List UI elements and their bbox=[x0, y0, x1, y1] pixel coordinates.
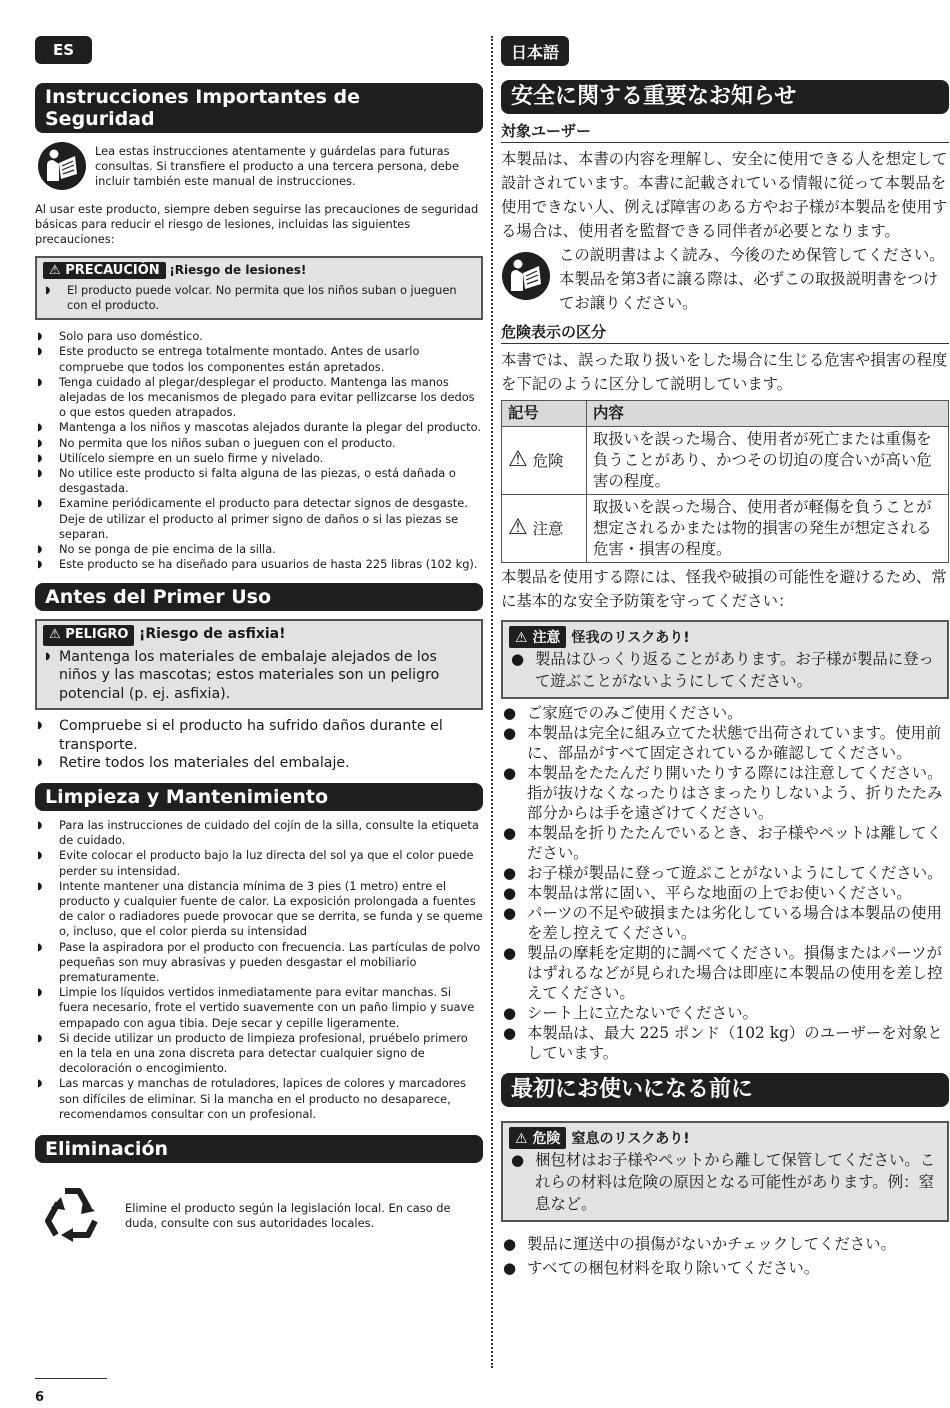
spanish-column bbox=[35, 36, 483, 1251]
danger-title-es: ¡Riesgo de asfixia! bbox=[138, 626, 286, 643]
intro-text-es: Al usar este producto, siempre deben seguirse las precauciones de seguridad básicas para reducir el riesgo de lesiones, incluidas las siguientes precauciones: bbox=[35, 202, 479, 247]
list-item: ● 本製品は完全に組み立てた状態で出荷されています。使用前に、部品がすべて固定されているか確認してください。 bbox=[501, 723, 949, 763]
list-item: ● 製品の摩耗を定期的に調べてください。損傷またはパーツがはずれるなどが見られた場合は即座に本製品の使用を差し控えてください。 bbox=[501, 943, 949, 1003]
danger-box-es bbox=[35, 619, 483, 710]
warning-triangle-icon: ⚠ bbox=[508, 447, 528, 472]
table-row bbox=[502, 495, 949, 563]
target-users-heading: 対象ユーザー bbox=[501, 120, 949, 143]
list-item: ◗ Utilícelo siempre en un suelo firme y nivelado. bbox=[35, 451, 483, 466]
list-item: ● 本製品は常に固い、平らな地面の上でお使いください。 bbox=[501, 883, 949, 903]
caution-signal-jp: ⚠ 注意 bbox=[509, 626, 566, 648]
danger-item-jp: ● 梱包材はお子様やペットから離して保管してください。これらの材料は危険の原因となる可能性があります。例：窒息など。 bbox=[509, 1149, 941, 1215]
read-manual-text-es: Lea estas instrucciones atentamente y guárdelas para futuras consultas. Si transfiere el producto a una tercera persona, debe incluir también este manual de instrucciones. bbox=[95, 144, 459, 189]
warning-triangle-icon: ⚠ bbox=[515, 1131, 528, 1147]
caution-box-jp bbox=[501, 620, 949, 699]
read-manual-block-es bbox=[35, 141, 483, 191]
list-item: ● お子様が製品に登って遊ぶことがないようにしてください。 bbox=[501, 863, 949, 883]
list-item: ◗ Retire todos los materiales del embalaje. bbox=[35, 754, 483, 773]
warning-triangle-icon: ⚠ bbox=[508, 515, 528, 540]
list-item: ● ご家庭でのみご使用ください。 bbox=[501, 703, 949, 723]
list-item: ◗ No permita que los niños suban o jueguen con el producto. bbox=[35, 436, 483, 451]
list-item: ◗ Evite colocar el producto bajo la luz directa del sol ya que el color puede perder su intensidad. bbox=[35, 848, 483, 878]
list-item: ◗ Examine periódicamente el producto para detectar signos de desgaste. Deje de utilizar el producto al primer signo de daños o si las piezas se separan. bbox=[35, 496, 483, 542]
list-item: ◗ Este producto se ha diseñado para usuarios de hasta 225 libras (102 kg). bbox=[35, 557, 483, 572]
disposal-block-es bbox=[35, 1181, 483, 1251]
hazard-table bbox=[501, 400, 949, 563]
read-manual-icon bbox=[501, 251, 551, 301]
cleaning-heading-es: Limpieza y Mantenimiento bbox=[35, 783, 483, 811]
intro-text-jp: 本製品を使用する際には、怪我や破損の可能性を避けるため、常に基本的な安全予防策を守ってください： bbox=[501, 568, 947, 610]
caution-signal-es: ⚠ PRECAUCIÓN bbox=[43, 262, 166, 279]
list-item: ◗ Tenga cuidado al plegar/desplegar el producto. Mantenga las manos alejadas de los mecanismos de plegado para evitar pellizcarse los dedos o que estos queden atrapados. bbox=[35, 375, 483, 421]
hazard-class-heading: 危険表示の区分 bbox=[501, 321, 949, 344]
list-item: ● 製品に運送中の損傷がないかチェックしてください。 bbox=[501, 1232, 949, 1256]
list-item: ◗ Este producto se entrega totalmente montado. Antes de usarlo compruebe que todos los componentes están apretados. bbox=[35, 344, 483, 374]
language-tag-jp: 日本語 bbox=[501, 36, 569, 66]
table-symbol-cell: ⚠ 注意 bbox=[502, 495, 587, 563]
danger-signal-es: ⚠ PELIGRO bbox=[43, 625, 134, 646]
caution-title-es: ¡Riesgo de lesiones! bbox=[169, 262, 307, 277]
read-manual-text-jp: この説明書はよく読み、今後のため保管してください。本製品を第3者に譲る際は、必ずこの取扱説明書をつけてお譲りください。 bbox=[559, 246, 945, 312]
first-use-list-jp bbox=[501, 1232, 949, 1280]
danger-title-jp: 窒息のリスクあり! bbox=[571, 1131, 690, 1147]
list-item: ◗ Las marcas y manchas de rotuladores, lapices de colores y marcadores son difíciles de eliminar. Si la mancha en el producto no desaparece, recomendamos consultar con un profesional. bbox=[35, 1076, 483, 1122]
safety-list-es bbox=[35, 329, 483, 572]
page-number: 6 bbox=[35, 1390, 45, 1405]
table-header-symbol: 記号 bbox=[502, 401, 587, 427]
table-content-cell: 取扱いを誤った場合、使用者が死亡または重傷を負うことがあり、かつその切迫の度合いが高い危害の程度。 bbox=[587, 427, 949, 495]
table-symbol-cell: ⚠ 危険 bbox=[502, 427, 587, 495]
language-tag-es: ES bbox=[35, 36, 92, 64]
safety-heading-es: Instrucciones Importantes de Seguridad bbox=[35, 83, 483, 133]
danger-item-es: ◗ Mantenga los materiales de embalaje alejados de los niños y las mascotas; estos materiales son un peligro potencial (p. ej. asfixia). bbox=[43, 648, 475, 704]
warning-triangle-icon: ⚠ bbox=[515, 630, 528, 646]
caution-box-es bbox=[35, 256, 483, 321]
table-header-row bbox=[502, 401, 949, 427]
caution-title-jp: 怪我のリスクあり! bbox=[571, 630, 690, 646]
list-item: ● すべての梱包材料を取り除いてください。 bbox=[501, 1256, 949, 1280]
list-item: ◗ Limpie los líquidos vertidos inmediatamente para evitar manchas. Si fuera necesario, frote el vertido suavemente con un paño limpio y suave empapado con agua tibia. Deje secar y cepille ligeramente. bbox=[35, 985, 483, 1031]
first-use-heading-es: Antes del Primer Uso bbox=[35, 583, 483, 611]
list-item: ◗ Mantenga a los niños y mascotas alejados durante la plegar del producto. bbox=[35, 420, 483, 435]
safety-heading-jp: 安全に関する重要なお知らせ bbox=[501, 80, 949, 114]
target-users-text: 本製品は、本書の内容を理解し、安全に使用できる人を想定して設計されています。本書に記載されている情報に従って本製品を使用できない人、例えば障害のある方やお子様が本製品を使用する場合は、使用者を監督できる同伴者が必要となります。 bbox=[501, 150, 948, 240]
list-item: ● 本製品を折りたたんでいるとき、お子様やペットは離してください。 bbox=[501, 823, 949, 863]
list-item: ● 本製品をたたんだり開いたりする際には注意してください。指が抜けなくなったりはさまったりしないよう、折りたたみ部分からは手を遠ざけてください。 bbox=[501, 763, 949, 823]
list-item: ◗ No utilice este producto si falta alguna de las piezas, o está dañada o desgastada. bbox=[35, 466, 483, 496]
list-item: ● シート上に立たないでください。 bbox=[501, 1003, 949, 1023]
list-item: ◗ Para las instrucciones de cuidado del cojín de la silla, consulte la etiqueta de cuidado. bbox=[35, 818, 483, 848]
list-item: ◗ Pase la aspiradora por el producto con frecuencia. Las partículas de polvo pequeñas son muy abrasivas y pueden desgastar el mobiliario prematuramente. bbox=[35, 940, 483, 986]
disposal-text-es: Elimine el producto según la legislación local. En caso de duda, consulte con sus autoridades locales. bbox=[125, 1200, 451, 1231]
danger-signal-jp: ⚠ 危険 bbox=[509, 1127, 566, 1149]
hazard-class-text: 本書では、誤った取り扱いをした場合に生じる危害や損害の程度を下記のように区分して説明しています。 bbox=[501, 351, 948, 393]
list-item: ◗ Compruebe si el producto ha sufrido daños durante el transporte. bbox=[35, 717, 483, 754]
list-item: ● パーツの不足や破損または劣化している場合は本製品の使用を差し控えてください。 bbox=[501, 903, 949, 943]
first-use-heading-jp: 最初にお使いになる前に bbox=[501, 1073, 949, 1107]
list-item: ● 本製品は、最大 225 ポンド（102 kg）のユーザーを対象としています。 bbox=[501, 1023, 949, 1063]
column-divider bbox=[491, 36, 493, 1368]
cleaning-list-es bbox=[35, 818, 483, 1122]
recycle-icon bbox=[37, 1181, 107, 1251]
table-header-content: 内容 bbox=[587, 401, 949, 427]
list-item: ◗ Solo para uso doméstico. bbox=[35, 329, 483, 344]
read-manual-icon bbox=[37, 141, 87, 191]
safety-list-jp bbox=[501, 703, 949, 1063]
caution-item-es: ◗ El producto puede volcar. No permita que los niños suban o jueguen con el producto. bbox=[43, 283, 475, 313]
footer-rule bbox=[35, 1378, 107, 1379]
table-row bbox=[502, 427, 949, 495]
danger-box-jp bbox=[501, 1121, 949, 1222]
list-item: ◗ No se ponga de pie encima de la silla. bbox=[35, 542, 483, 557]
japanese-column bbox=[501, 36, 949, 1280]
first-use-list-es bbox=[35, 717, 483, 773]
disposal-heading-es: Eliminación bbox=[35, 1135, 483, 1163]
list-item: ◗ Intente mantener una distancia mínima de 3 pies (1 metro) entre el producto y cualquier fuente de calor. La exposición prolongada a fuentes de calor o radiadores puede provocar que se derrita, se funda y se queme o, incluso, que el color pierda su intensidad bbox=[35, 879, 483, 940]
caution-item-jp: ● 製品はひっくり返ることがあります。お子様が製品に登って遊ぶことがないようにしてください。 bbox=[509, 648, 941, 692]
list-item: ◗ Si decide utilizar un producto de limpieza profesional, pruébelo primero en la tela en una zona discreta para detectar cualquier signo de decoloración o encogimiento. bbox=[35, 1031, 483, 1077]
table-content-cell: 取扱いを誤った場合、使用者が軽傷を負うことが想定されるかまたは物的損害の発生が想定される危害・損害の程度。 bbox=[587, 495, 949, 563]
warning-triangle-icon: ⚠ bbox=[49, 627, 61, 643]
warning-triangle-icon: ⚠ bbox=[49, 262, 61, 278]
read-manual-block-jp bbox=[501, 243, 949, 315]
